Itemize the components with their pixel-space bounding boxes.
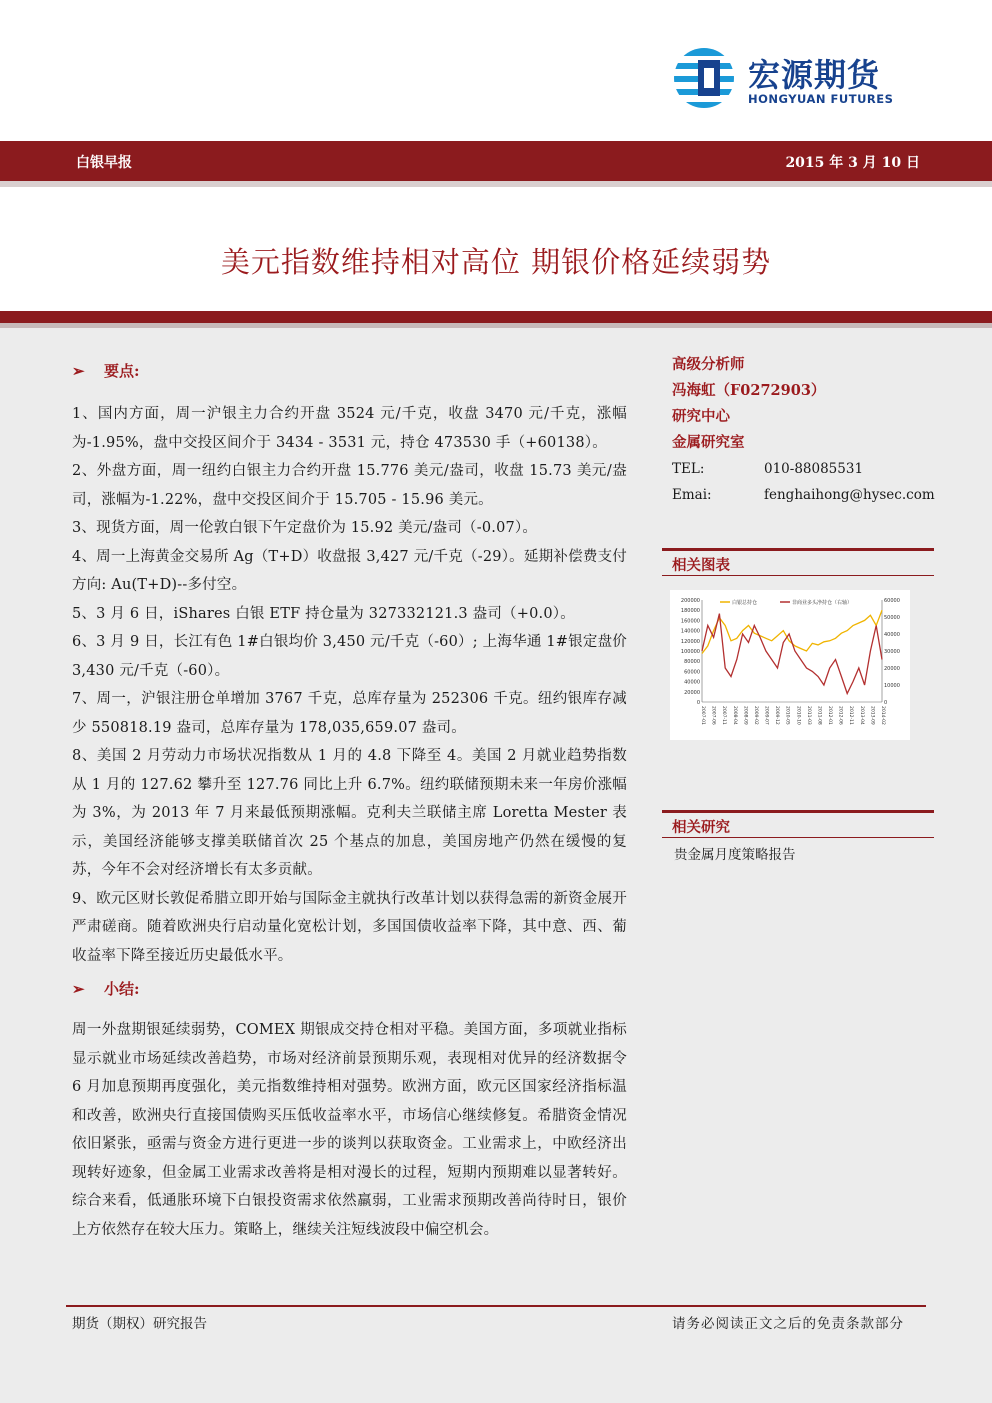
x-tick-label: 2014-02 xyxy=(880,706,885,725)
tel-label: TEL: xyxy=(672,461,705,477)
related-research-item[interactable]: 贵金属月度策略报告 xyxy=(674,847,796,863)
report-header-bar xyxy=(0,141,992,181)
y-tick-left: 60000 xyxy=(684,669,700,676)
point-item: 9、欧元区财长敦促希腊立即开始与国际金主就执行改革计划以获得急需的新资金展开严肃磋商。随着欧洲央行启动量化宽松计划，多国国债收益率下降，其中意、西、葡收益率下降至接近历史最低水平。 xyxy=(72,890,627,964)
footer-disclaimer: 请务必阅读正文之后的免责条款部分 xyxy=(672,1316,904,1332)
related-research-heading: 相关研究 xyxy=(662,810,934,838)
report-date: 2015 年 3 月 10 日 xyxy=(785,155,920,171)
analyst-info xyxy=(672,352,934,508)
x-tick-label: 2007-01 xyxy=(700,706,705,725)
point-item: 8、美国 2 月劳动力市场状况指数从 1 月的 4.8 下降至 4。美国 2 月就业趋势指数从 1 月的 127.62 攀升至 127.76 同比上升 6.7%。纽约联储预期未来一年房价涨幅为 3%，为 2013 年 7 月来最低预期涨幅。克利夫兰联储主席 Loretta Mester 表示，美国经济能够支撑美联储首次 25 个基点的加息，美国房地产仍然在缓慢的复苏，今年不会对经济增长有太多贡献。 xyxy=(72,748,627,878)
y-tick-left: 140000 xyxy=(680,628,700,635)
y-tick-right: 60000 xyxy=(884,598,900,604)
footer-divider xyxy=(66,1305,926,1307)
x-tick-label: 2013-09 xyxy=(869,706,875,725)
points-list xyxy=(72,400,627,970)
y-tick-left: 120000 xyxy=(680,638,700,645)
report-title: 美元指数维持相对高位 期银价格延续弱势 xyxy=(220,245,772,279)
x-tick-label: 2010-10 xyxy=(795,706,801,725)
point-item: 6、3 月 9 日，长江有色 1#白银均价 3,450 元/千克（-60）; 上海华通 1#银定盘价 3,430 元/千克（-60）。 xyxy=(72,634,627,679)
arrow-bullet-icon: ➢ xyxy=(72,362,85,380)
y-tick-left: 160000 xyxy=(680,618,700,625)
email-row xyxy=(672,482,934,508)
y-tick-left: 100000 xyxy=(680,649,700,655)
point-item: 4、周一上海黄金交易所 Ag（T+D）收盘报 3,427 元/千克（-29）。延期补偿费支付方向: Au(T+D)--多付空。 xyxy=(72,548,627,593)
summary-text: 周一外盘期银延续弱势，COMEX 期银成交持仓相对平稳。美国方面，多项就业指标显示就业市场延续改善趋势，市场对经济前景预期乐观，表现相对优异的经济数据令 6 月加息预期再度强化，美元指数维持相对强势。欧洲方面，欧元区国家经济指标温和改善，欧洲央行直接国债购买压低收益率水平，市场信心继续修复。希腊资金情况依旧紧张，亟需与资金方进行更进一步的谈判以获取资金。工业需求上，中欧经济出现转好迹象，但金属工业需求改善将是相对漫长的过程，短期内预期难以显著转好。综合来看，低通胀环境下白银投资需求依然羸弱，工业需求预期改善尚待时日，银价上方依然存在较大压力。策略上，继续关注短线波段中偏空机会。 xyxy=(72,1022,627,1238)
y-tick-right: 40000 xyxy=(884,632,900,638)
main-column xyxy=(72,360,627,1244)
x-tick-label: 2009-02 xyxy=(752,706,758,725)
x-tick-label: 2012-11 xyxy=(848,706,854,725)
point-item: 2、外盘方面，周一纽约白银主力合约开盘 15.776 美元/盎司，收盘 15.73 美元/盎司，涨幅为-1.22%，盘中交投区间介于 15.705 - 15.96 美元。 xyxy=(72,463,627,508)
x-tick-label: 2009-07 xyxy=(763,706,769,725)
y-tick-left: 0 xyxy=(696,700,700,706)
x-tick-label: 2013-04 xyxy=(858,706,864,725)
title-divider xyxy=(0,311,992,323)
related-chart xyxy=(670,590,910,740)
tel-value: 010-88085531 xyxy=(764,461,864,477)
y-tick-left: 20000 xyxy=(684,689,700,696)
analyst-title: 高级分析师 xyxy=(672,356,745,373)
point-item: 7、周一，沪银注册仓单增加 3767 千克，总库存量为 252306 千克。纽约银库存减少 550818.19 盎司，总库存量为 178,035,659.07 盎司。 xyxy=(72,691,627,736)
x-tick-label: 2007-06 xyxy=(710,706,716,725)
research-dept: 研究中心 xyxy=(672,408,730,425)
legend-label: 白银总持仓 xyxy=(732,600,758,606)
x-tick-label: 2012-06 xyxy=(837,706,843,725)
point-item: 3、现货方面，周一伦敦白银下午定盘价为 15.92 美元/盎司（-0.07）。 xyxy=(72,520,538,536)
header-divider xyxy=(0,181,992,187)
x-tick-label: 2011-08 xyxy=(816,706,822,725)
footer-report-label: 期货（期权）研究报告 xyxy=(72,1316,207,1332)
report-type: 白银早报 xyxy=(76,155,132,171)
series-line xyxy=(702,610,882,653)
chart-svg xyxy=(670,590,910,740)
x-tick-label: 2012-01 xyxy=(827,706,833,725)
x-tick-label: 2007-11 xyxy=(721,706,727,725)
y-tick-left: 200000 xyxy=(680,598,700,604)
x-tick-label: 2008-04 xyxy=(731,706,737,725)
arrow-bullet-icon: ➢ xyxy=(72,980,85,998)
chart-heading: 相关图表 xyxy=(662,548,934,576)
y-tick-right: 50000 xyxy=(884,615,900,621)
y-tick-right: 10000 xyxy=(884,683,900,689)
point-item: 5、3 月 6 日，iShares 白银 ETF 持仓量为 327332121.3 盎司（+0.0）。 xyxy=(72,605,575,622)
y-tick-right: 0 xyxy=(884,700,888,706)
y-tick-right: 20000 xyxy=(884,666,900,672)
logo-text-cn: 宏源期货 xyxy=(748,56,881,94)
y-tick-right: 30000 xyxy=(884,649,900,655)
research-team: 金属研究室 xyxy=(672,434,745,451)
logo-mark-icon xyxy=(672,46,742,110)
x-tick-label: 2009-12 xyxy=(774,706,780,725)
x-tick-label: 2011-03 xyxy=(805,706,811,725)
company-logo xyxy=(672,46,922,110)
summary-heading: ➢ 小结: xyxy=(72,980,140,998)
series-line xyxy=(702,614,882,694)
y-tick-left: 80000 xyxy=(684,659,700,666)
analyst-name: 冯海虹（F0272903） xyxy=(672,382,826,399)
email-label: Emai: xyxy=(672,487,712,503)
y-tick-left: 40000 xyxy=(684,679,700,686)
logo-text-en: HONGYUAN FUTURES xyxy=(748,92,894,106)
points-heading: ➢ 要点: xyxy=(72,362,140,380)
email-link[interactable]: fenghaihong@hysec.com xyxy=(764,487,935,503)
x-tick-label: 2010-05 xyxy=(784,706,790,725)
x-tick-label: 2008-09 xyxy=(742,706,748,725)
y-tick-left: 180000 xyxy=(680,608,700,615)
point-item: 1、国内方面，周一沪银主力合约开盘 3524 元/千克，收盘 3470 元/千克，涨幅为-1.95%，盘中交投区间介于 3434 - 3531 元，持仓 473530 手（+60138）。 xyxy=(72,406,627,451)
legend-label: 非商业多头净持仓（右轴） xyxy=(792,600,853,606)
tel-row xyxy=(672,456,934,482)
